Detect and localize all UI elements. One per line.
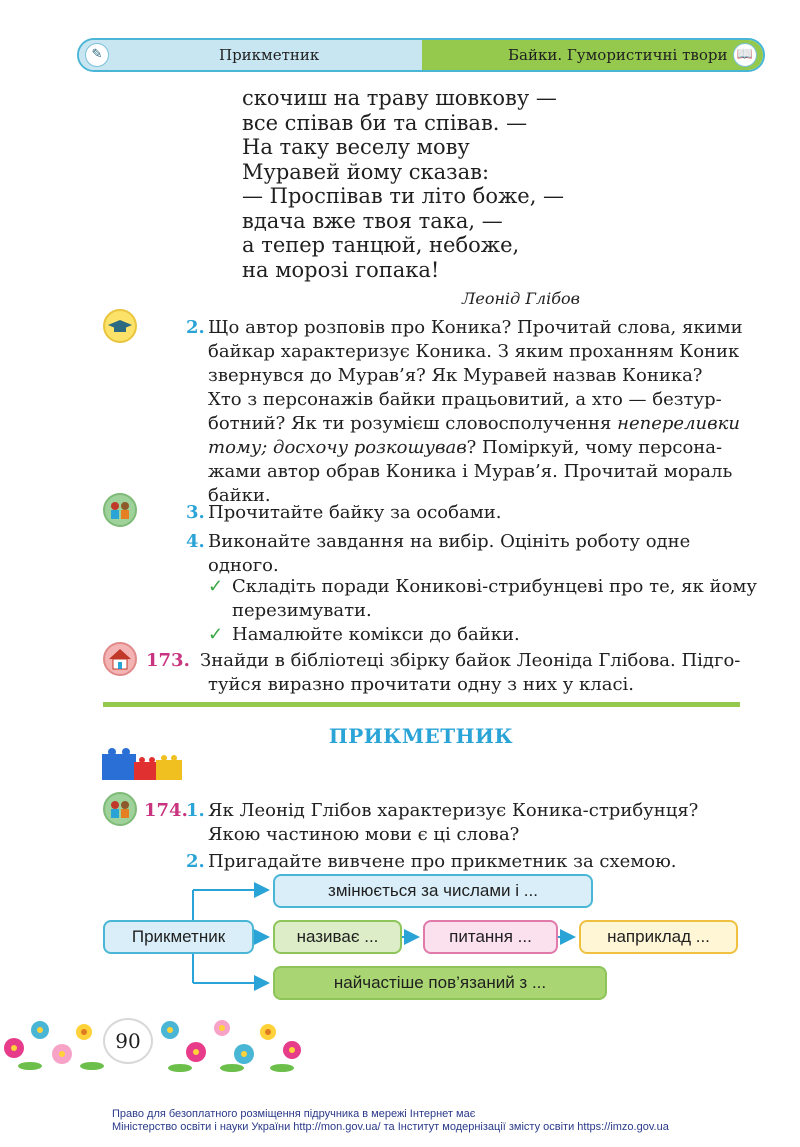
subtask-number: 1. [186, 800, 205, 821]
footer-line: Міністерство освіти і науки України http://mon.gov.ua/ та Інститут модернізації змісту освіти https://imzo.gov.ua [112, 1121, 669, 1133]
task-number: 174. [144, 800, 188, 821]
task173-line: Знайди в бібліотеці збірку байок Леоніда Глібова. Підго- [200, 650, 741, 671]
task2-line: жами автор обрав Коника і Мурав’я. Прочитай мораль [208, 461, 733, 482]
poem-line: Муравей йому сказав: [242, 159, 490, 184]
pen-icon: ✎ [85, 43, 109, 67]
task173-line: туйся виразно прочитати одну з них у класі. [208, 674, 635, 695]
diagram-mid3: наприклад ... [579, 920, 738, 954]
poem-line: скочиш на траву шовкову — [242, 86, 557, 110]
header-left-title: Прикметник [219, 46, 320, 64]
header-right-title: Байки. Гумористичні твори [508, 46, 728, 64]
task-number: 2. [186, 317, 205, 338]
poem-author: Леонід Глібов [462, 289, 580, 308]
book-icon: 📖 [733, 43, 757, 67]
task2-line: тому; досхочу розкошував? Поміркуй, чому персона- [208, 437, 723, 458]
checkmark-icon: ✓ [208, 576, 224, 597]
task174-line: Як Леонід Глібов характеризує Коника-стрибунця? [208, 800, 699, 821]
task2-line: байки. [208, 485, 271, 506]
poem-line: вдача вже твоя така, — [242, 208, 503, 233]
task4-option: Намалюйте комікси до байки. [232, 624, 520, 645]
poem-line: а тепер танцюй, небоже, [242, 233, 520, 257]
italic-phrase: непереливки [617, 413, 740, 434]
task2-line: Хто з персонажів байки працьовитий, а хто — безтур- [208, 389, 722, 410]
poem-line: все співав би та співав. — [242, 110, 528, 135]
task174-line: Якою частиною мови є ці слова? [208, 824, 520, 845]
task2-line: ботний? Як ти розумієш словосполучення непереливки [208, 413, 740, 434]
section-title: ПРИКМЕТНИК [328, 724, 514, 748]
footer-line: Право для безоплатного розміщення підручника в мережі Інтернет має [112, 1108, 476, 1120]
task174-sub2: Пригадайте вивчене про прикметник за схемою. [208, 851, 677, 872]
task2-line: звернувся до Мурав’я? Як Муравей назвав Коника? [208, 365, 703, 386]
diagram-bottom: найчастіше пов’язаний з ... [273, 966, 607, 1000]
task2-line: Що автор розповів про Коника? Прочитай слова, якими [208, 317, 743, 338]
diagram-root: Прикметник [103, 920, 254, 954]
task2-line: байкар характеризує Коника. З яким проханням Коник [208, 341, 740, 362]
task4-line: Виконайте завдання на вибір. Оцініть роботу одне [208, 531, 691, 552]
diagram-top: змінюється за числами і ... [273, 874, 593, 908]
task4-option: Складіть поради Коникові-стрибунцеві про те, як йому [232, 576, 757, 597]
task4-option: перезимувати. [232, 600, 372, 621]
poem-line: — Проспівав ти літо боже, — [242, 184, 565, 208]
subtask-number: 2. [186, 851, 205, 872]
task-number: 4. [186, 531, 205, 552]
page-number: 90 [103, 1018, 153, 1064]
flower-border-decoration [0, 1008, 330, 1078]
task3-text: Прочитайте байку за особами. [208, 502, 502, 523]
task-number: 3. [186, 502, 205, 523]
task4-line: одного. [208, 555, 279, 576]
poem-line: На таку веселу мову [242, 135, 470, 159]
task-number: 173. [146, 650, 190, 671]
diagram-mid1: називає ... [273, 920, 402, 954]
diagram-mid2: питання ... [423, 920, 558, 954]
poem-line: на морозі гопака! [242, 257, 440, 282]
checkmark-icon: ✓ [208, 624, 224, 645]
italic-phrase: тому; досхочу розкошував [208, 437, 467, 458]
